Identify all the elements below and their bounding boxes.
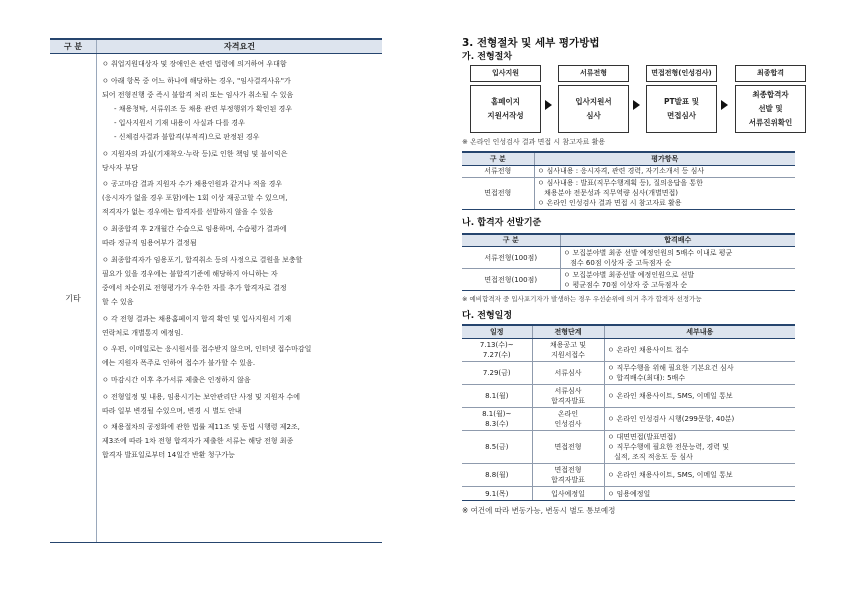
- schedule-details-line: ㅇ 온라인 채용사이트 접수: [607, 345, 689, 354]
- header-category: 구 분: [63, 42, 83, 51]
- schedule-stage-line: 채용공고 및: [549, 340, 587, 349]
- process-step: [646, 65, 717, 133]
- subsection-b-title: 나. 합격자 선발기준: [462, 217, 542, 228]
- requirement-line: 되어 전형진행 중 즉시 불합격 처리 또는 임사가 취소될 수 있음: [102, 90, 294, 99]
- table-cell-items: [534, 165, 795, 177]
- schedule-details: [604, 338, 795, 361]
- schedule-stage: [532, 487, 604, 501]
- process-step-line: 최종합격자: [752, 90, 789, 99]
- requirement-line: (응시자가 없을 경우 포함)에는 1회 이상 재공고할 수 있으며,: [102, 194, 288, 203]
- requirement-item: [102, 74, 382, 144]
- process-step-title: 서류전형: [558, 65, 629, 82]
- requirement-line: ㅇ 지원자의 과실(기재착오·누락 등)로 인한 책임 및 불이익은: [102, 149, 288, 158]
- requirement-item: [102, 420, 382, 462]
- schedule-date-line: 7.13(수)~: [479, 340, 514, 349]
- schedule-date-line: 9.1(목): [485, 489, 509, 498]
- schedule-date: [462, 384, 532, 407]
- arrow-right-icon: [633, 100, 640, 110]
- schedule-details-line: 실적, 조직 적응도 등 심사: [607, 452, 693, 461]
- schedule-row: [462, 464, 795, 487]
- requirement-line: ㅇ 취업지원대상자 및 장애인은 관련 법령에 의거하여 우대함: [102, 60, 287, 68]
- schedule-stage-line: 인성검사: [554, 419, 582, 428]
- schedule-stage-line: 서류심사: [554, 368, 582, 377]
- select-header-category: 구 분: [462, 234, 560, 247]
- requirement-line: 연락처로 개별통지 예정임.: [102, 328, 184, 337]
- table-cell-line: ㅇ 온라인 인성검사 결과 면접 시 참고자료 활용: [537, 199, 682, 207]
- process-step-title: 입사지원: [470, 65, 541, 82]
- schedule-stage-line: 서류심사: [554, 386, 582, 395]
- schedule-stage-line: 면접전형: [554, 466, 582, 474]
- eval-header-items: 평가항목: [534, 152, 795, 165]
- schedule-details-line: ㅇ 직무수행을 위해 필요한 기본요건 심사: [607, 363, 734, 372]
- table-row: [462, 165, 795, 177]
- requirement-line: 따라 정규직 임용여부가 결정됨: [102, 239, 197, 248]
- note-a: ※ 온라인 인성검사 결과 면접 시 참고자료 활용: [462, 138, 606, 146]
- process-step: [470, 65, 541, 133]
- process-step-title: 최종합격: [735, 65, 806, 82]
- table-cell-line: ㅇ 모집분야별 최종 선발 예정인원의 5배수 이내로 평균: [563, 248, 733, 257]
- requirement-item: [102, 147, 382, 175]
- schedule-date: [462, 464, 532, 487]
- schedule-stage-line: 합격자발표: [551, 396, 585, 405]
- schedule-details: [604, 430, 795, 464]
- requirement-item: [102, 57, 382, 71]
- requirement-line: 합격자 발표일로부터 14일간 반환 청구가능: [102, 451, 235, 460]
- requirement-line: ㅇ 우편, 이메일로는 응시원서를 접수받지 않으며, 인터넷 접수마감일: [102, 345, 312, 354]
- evaluation-table: [462, 151, 795, 210]
- table-cell-line: ㅇ 평균점수 70점 이상자 중 고득점자 순: [563, 280, 688, 289]
- schedule-date-line: 8.5(금): [485, 442, 509, 451]
- schedule-details-line: ㅇ 직무수행에 필요한 전문능력, 경력 및: [607, 442, 730, 451]
- schedule-details-line: ㅇ 대면면접(발표면접): [607, 432, 677, 441]
- table-cell-category: 면접전형(100점): [462, 269, 560, 291]
- process-step-line: 선발 및: [758, 104, 783, 113]
- table-cell-category: 서류전형: [462, 165, 534, 177]
- table-cell-line: ㅇ 심사내용 : 발표(직무수행계획 등), 질의응답을 통한: [537, 179, 703, 187]
- schedule-row: [462, 407, 795, 430]
- subsection-c-title: 다. 전형일정: [462, 311, 513, 321]
- requirement-line: ㅇ 최종합격 후 2개월간 수습으로 임용하며, 수습평가 결과에: [102, 225, 287, 234]
- process-step-line: 심사: [586, 111, 601, 120]
- schedule-stage-line: 합격자발표: [551, 476, 585, 484]
- schedule-details: [604, 464, 795, 487]
- process-step-line: 입사지원서: [575, 97, 612, 106]
- requirement-sub-item: - 채용청탁, 서류위조 등 채용 관련 부정행위가 확인된 경우: [114, 104, 293, 113]
- schedule-stage: [532, 430, 604, 464]
- table-cell-line: 점수 60점 이상자 중 고득점자 순: [563, 258, 672, 267]
- schedule-stage: [532, 407, 604, 430]
- requirement-item: [102, 373, 382, 387]
- schedule-date-line: 7.29(금): [482, 368, 511, 377]
- schedule-header-details: 세부내용: [604, 325, 795, 338]
- qualification-table: [50, 38, 382, 543]
- schedule-stage: [532, 384, 604, 407]
- qualification-table-body: [50, 54, 382, 543]
- schedule-stage-line: 지원서접수: [551, 350, 585, 359]
- schedule-row: [462, 487, 795, 501]
- process-step: [735, 65, 806, 133]
- schedule-date: [462, 338, 532, 361]
- requirement-line: ㅇ 공고마감 결과 지원자 수가 채용인원과 같거나 적을 경우: [102, 180, 283, 189]
- process-step-line: 지원서작성: [487, 111, 524, 120]
- note-b: ※ 예비합격자 중 입사포기자가 발생하는 경우 우선순위에 의거 추가 합격자 선정가능: [462, 295, 702, 303]
- schedule-date: [462, 361, 532, 384]
- schedule-stage-line: 온라인: [557, 409, 579, 418]
- requirement-line: ㅇ 전형일정 및 내용, 임용시기는 보안관리단 사정 및 지원자 수에: [102, 392, 301, 401]
- schedule-stage-line: 면접전형: [554, 442, 582, 451]
- table-cell-items: [560, 269, 795, 291]
- requirement-line: 할 수 있음: [102, 298, 134, 306]
- schedule-stage: [532, 338, 604, 361]
- selection-table: [462, 233, 795, 292]
- requirement-line: ㅇ 최종합격자가 임용포기, 합격취소 등의 사정으로 결원을 보충할: [102, 255, 303, 264]
- requirement-cell: [96, 54, 382, 542]
- schedule-date: [462, 407, 532, 430]
- requirement-line: ㅇ 각 전형 결과는 채용홈페이지 합격 확인 및 입사지원서 기재: [102, 314, 292, 323]
- schedule-table: [462, 324, 795, 501]
- schedule-details-line: ㅇ 온라인 채용사이트, SMS, 이메일 통보: [607, 391, 733, 400]
- process-step-detail: [646, 85, 717, 133]
- section-title: 3. 전형절차 및 세부 평가방법: [462, 37, 600, 49]
- process-step-title: 면접전형(인성검사): [646, 65, 717, 82]
- schedule-date-line: 8.1(월)~: [482, 409, 512, 418]
- schedule-date-line: 8.1(월): [485, 391, 509, 400]
- select-header-criteria: 합격배수: [560, 234, 795, 247]
- schedule-details-line: ㅇ 합격배수(최대): 5배수: [607, 373, 686, 382]
- requirement-item: [102, 253, 382, 309]
- table-row: [462, 247, 795, 269]
- category-cell: 기타: [65, 293, 81, 303]
- requirement-line: ㅇ 채용절차의 공정화에 관한 법률 제11조 및 동법 시행령 제2조,: [102, 423, 300, 432]
- table-cell-items: [534, 177, 795, 209]
- schedule-details: [604, 361, 795, 384]
- requirement-line: 적격자가 없는 경우에는 합격자를 선발하지 않을 수 있음: [102, 208, 274, 217]
- section-3: [462, 36, 802, 516]
- requirement-sub-item: - 입사지원서 기재 내용이 사실과 다를 경우: [114, 118, 245, 127]
- qualification-table-header: [50, 38, 382, 54]
- table-cell-category: 면접전형: [462, 177, 534, 209]
- schedule-details: [604, 407, 795, 430]
- process-step-detail: [558, 85, 629, 133]
- requirement-item: [102, 222, 382, 250]
- requirement-line: 필요가 있을 경우에는 불합격기준에 해당하지 아니하는 자: [102, 269, 278, 278]
- schedule-stage: [532, 361, 604, 384]
- schedule-stage-line: 입사예정일: [551, 489, 585, 498]
- schedule-details: [604, 384, 795, 407]
- note-c: ※ 여건에 따라 변동가능, 변동시 별도 통보예정: [462, 506, 616, 515]
- schedule-details: [604, 487, 795, 501]
- schedule-stage: [532, 464, 604, 487]
- process-step-line: PT발표 및: [664, 97, 699, 106]
- schedule-header-stage: 전형단계: [532, 325, 604, 338]
- arrow-right-icon: [545, 100, 552, 110]
- requirement-line: 에는 지원자 폭주로 인하여 접수가 불가할 수 있음.: [102, 359, 256, 368]
- subsection-a-title: 가. 전형절차: [462, 52, 513, 62]
- table-row: [462, 177, 795, 209]
- table-cell-items: [560, 247, 795, 269]
- requirement-item: [102, 177, 382, 219]
- requirement-sub-item: - 신체검사결과 불합격(부적격)으로 판정된 경우: [114, 132, 260, 141]
- process-step-detail: [470, 85, 541, 133]
- arrow-right-icon: [721, 100, 728, 110]
- requirement-line: ㅇ 마감시간 이후 추가서류 제출은 인정하지 않음: [102, 375, 251, 384]
- schedule-row: [462, 384, 795, 407]
- table-cell-line: ㅇ 모집분야별 최종선발 예정인원으로 선발: [563, 270, 695, 279]
- schedule-date: [462, 487, 532, 501]
- requirement-line: 중에서 차순위로 전형평가가 우수한 자를 추가 합격자로 결정: [102, 283, 287, 292]
- process-step: [558, 65, 629, 133]
- schedule-details-line: ㅇ 임용예정일: [607, 489, 651, 498]
- eval-header-category: 구 분: [462, 152, 534, 165]
- schedule-date-line: 7.27(수): [482, 350, 511, 359]
- table-cell-line: 채용분야 전문성과 직무역량 심사(개별면접): [537, 189, 679, 197]
- schedule-row: [462, 361, 795, 384]
- requirement-line: 따라 일부 변경될 수있으며, 변경 시 별도 안내: [102, 406, 242, 415]
- header-requirement: 자격요건: [96, 40, 382, 53]
- schedule-details-line: ㅇ 온라인 채용사이트, SMS, 이메일 통보: [607, 471, 733, 479]
- process-step-line: 홈페이지: [491, 97, 520, 106]
- requirement-line: 당사자 부담: [102, 163, 139, 172]
- schedule-date: [462, 430, 532, 464]
- requirement-line: ㅇ 아래 항목 중 어느 하나에 해당하는 경우, "임사결격사유"가: [102, 76, 291, 85]
- schedule-date-line: 8.8(월): [485, 471, 509, 479]
- requirement-item: [102, 312, 382, 340]
- schedule-details-line: ㅇ 온라인 인성검사 시행(299문항, 40분): [607, 414, 735, 423]
- process-step-line: 서류진위확인: [748, 118, 793, 127]
- process-step-line: 면접심사: [667, 111, 696, 120]
- process-step-detail: [735, 85, 806, 133]
- table-cell-category: 서류전형(100점): [462, 247, 560, 269]
- requirement-item: [102, 390, 382, 418]
- requirement-line: 제3조에 따라 1차 전형 합격자가 제출한 서류는 해당 전형 최종: [102, 437, 294, 446]
- process-flow: [462, 65, 802, 135]
- requirement-item: [102, 342, 382, 370]
- schedule-date-line: 8.3(수): [485, 419, 509, 428]
- schedule-header-date: 일정: [462, 325, 532, 338]
- schedule-row: [462, 430, 795, 464]
- schedule-row: [462, 338, 795, 361]
- table-row: [462, 269, 795, 291]
- table-cell-line: ㅇ 심사내용 : 응시자격, 관련 경력, 자기소개서 등 심사: [537, 167, 705, 175]
